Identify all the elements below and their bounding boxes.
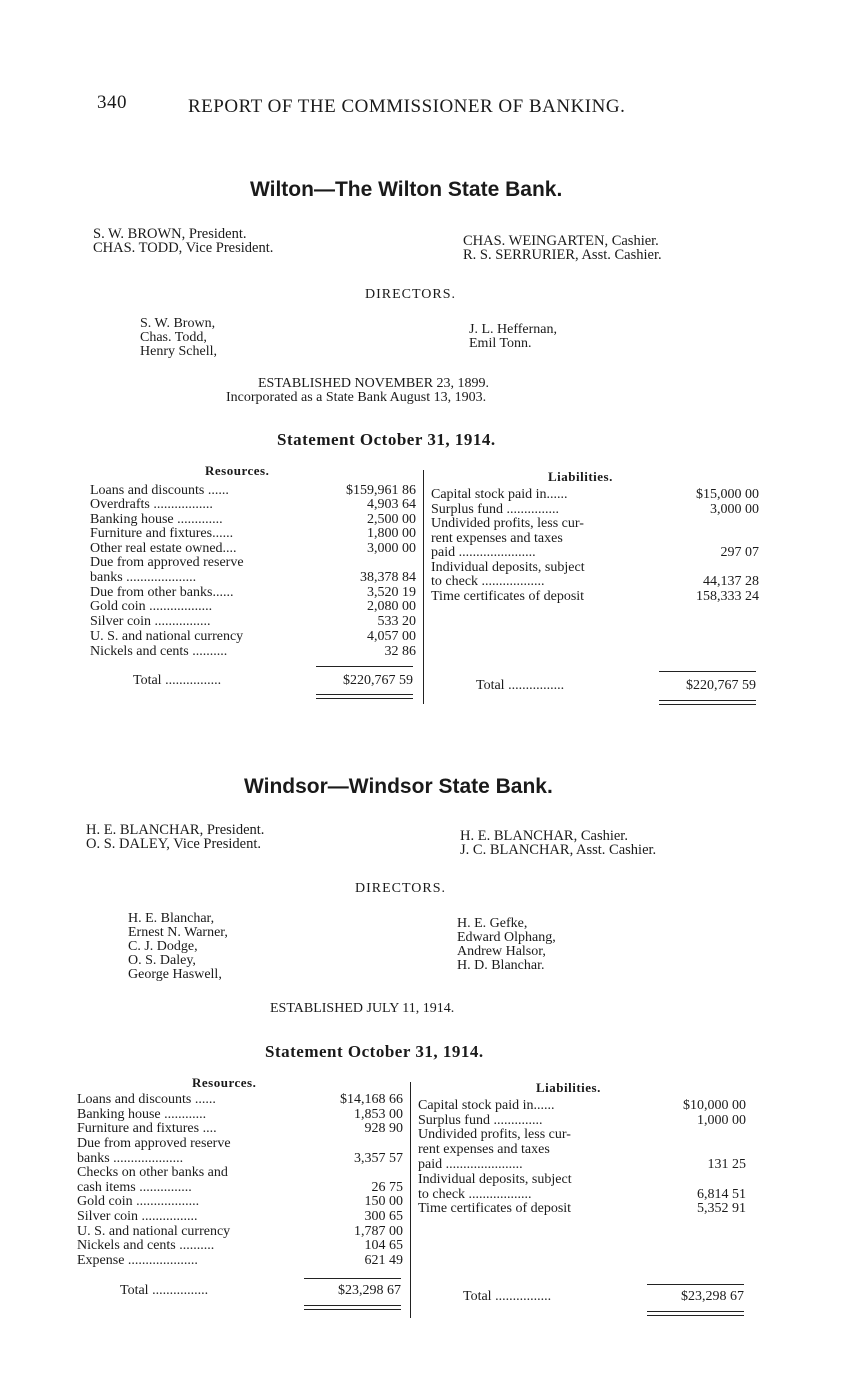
directors-left-wilton <box>140 317 217 359</box>
rule <box>304 1309 401 1310</box>
director: C. J. Dodge, <box>128 939 198 954</box>
officer: O. S. DALEY, Vice President. <box>86 836 261 852</box>
director: S. W. Brown, <box>140 316 216 331</box>
director: Ernest N. Warner, <box>128 925 228 940</box>
directors-right-windsor <box>457 917 556 973</box>
director: Edward Olphang, <box>457 930 556 945</box>
column-divider <box>410 1082 411 1318</box>
officers-right-wilton <box>463 234 662 262</box>
director: Henry Schell, <box>140 344 217 359</box>
rule <box>304 1278 401 1279</box>
director: George Haswell, <box>128 967 222 982</box>
directors-label: DIRECTORS. <box>355 881 447 896</box>
officer: H. E. BLANCHAR, Cashier. <box>460 828 628 844</box>
incorporated-wilton: Incorporated as a State Bank August 13, 1903. <box>226 390 487 405</box>
running-head: REPORT OF THE COMMISSIONER OF BANKING. <box>188 96 626 117</box>
officers-left-windsor <box>86 823 264 851</box>
officers-left-wilton <box>93 227 273 255</box>
statement-heading-wilton: Statement October 31, 1914. <box>277 430 496 449</box>
rule <box>316 698 413 699</box>
director: H. E. Gefke, <box>457 916 528 931</box>
director: Andrew Halsor, <box>457 944 546 959</box>
established-wilton: ESTABLISHED NOVEMBER 23, 1899. <box>258 376 490 391</box>
rule <box>659 704 756 705</box>
rule <box>647 1311 744 1312</box>
directors-right-wilton <box>469 323 557 351</box>
statement-heading-windsor: Statement October 31, 1914. <box>265 1042 484 1061</box>
rule <box>659 671 756 672</box>
officer: CHAS. TODD, Vice President. <box>93 240 274 256</box>
officer: S. W. BROWN, President. <box>93 226 247 242</box>
bank-title-wilton: Wilton—The Wilton State Bank. <box>250 178 563 201</box>
page-number: 340 <box>97 92 127 113</box>
officers-right-windsor <box>460 829 656 857</box>
officer: CHAS. WEINGARTEN, Cashier. <box>463 233 659 249</box>
liabilities-heading: Liabilities. <box>548 469 613 484</box>
rule <box>316 666 413 667</box>
directors-left-windsor <box>128 912 228 982</box>
rule <box>647 1315 744 1316</box>
officer: J. C. BLANCHAR, Asst. Cashier. <box>460 842 657 858</box>
rule <box>659 700 756 701</box>
officer: H. E. BLANCHAR, President. <box>86 822 265 838</box>
resources-heading: Resources. <box>205 463 270 478</box>
column-divider <box>423 470 424 704</box>
directors-label: DIRECTORS. <box>365 287 457 302</box>
rule <box>316 694 413 695</box>
director: J. L. Heffernan, <box>469 322 557 337</box>
director: H. D. Blanchar. <box>457 958 545 973</box>
established-windsor: ESTABLISHED JULY 11, 1914. <box>270 1001 455 1016</box>
rule <box>304 1305 401 1306</box>
director: O. S. Daley, <box>128 953 196 968</box>
resources-heading: Resources. <box>192 1075 257 1090</box>
director: Emil Tonn. <box>469 336 532 351</box>
bank-title-windsor: Windsor—Windsor State Bank. <box>244 775 553 798</box>
officer: R. S. SERRURIER, Asst. Cashier. <box>463 247 662 263</box>
director: H. E. Blanchar, <box>128 911 215 926</box>
liabilities-heading: Liabilities. <box>536 1080 601 1095</box>
director: Chas. Todd, <box>140 330 207 345</box>
rule <box>647 1284 744 1285</box>
